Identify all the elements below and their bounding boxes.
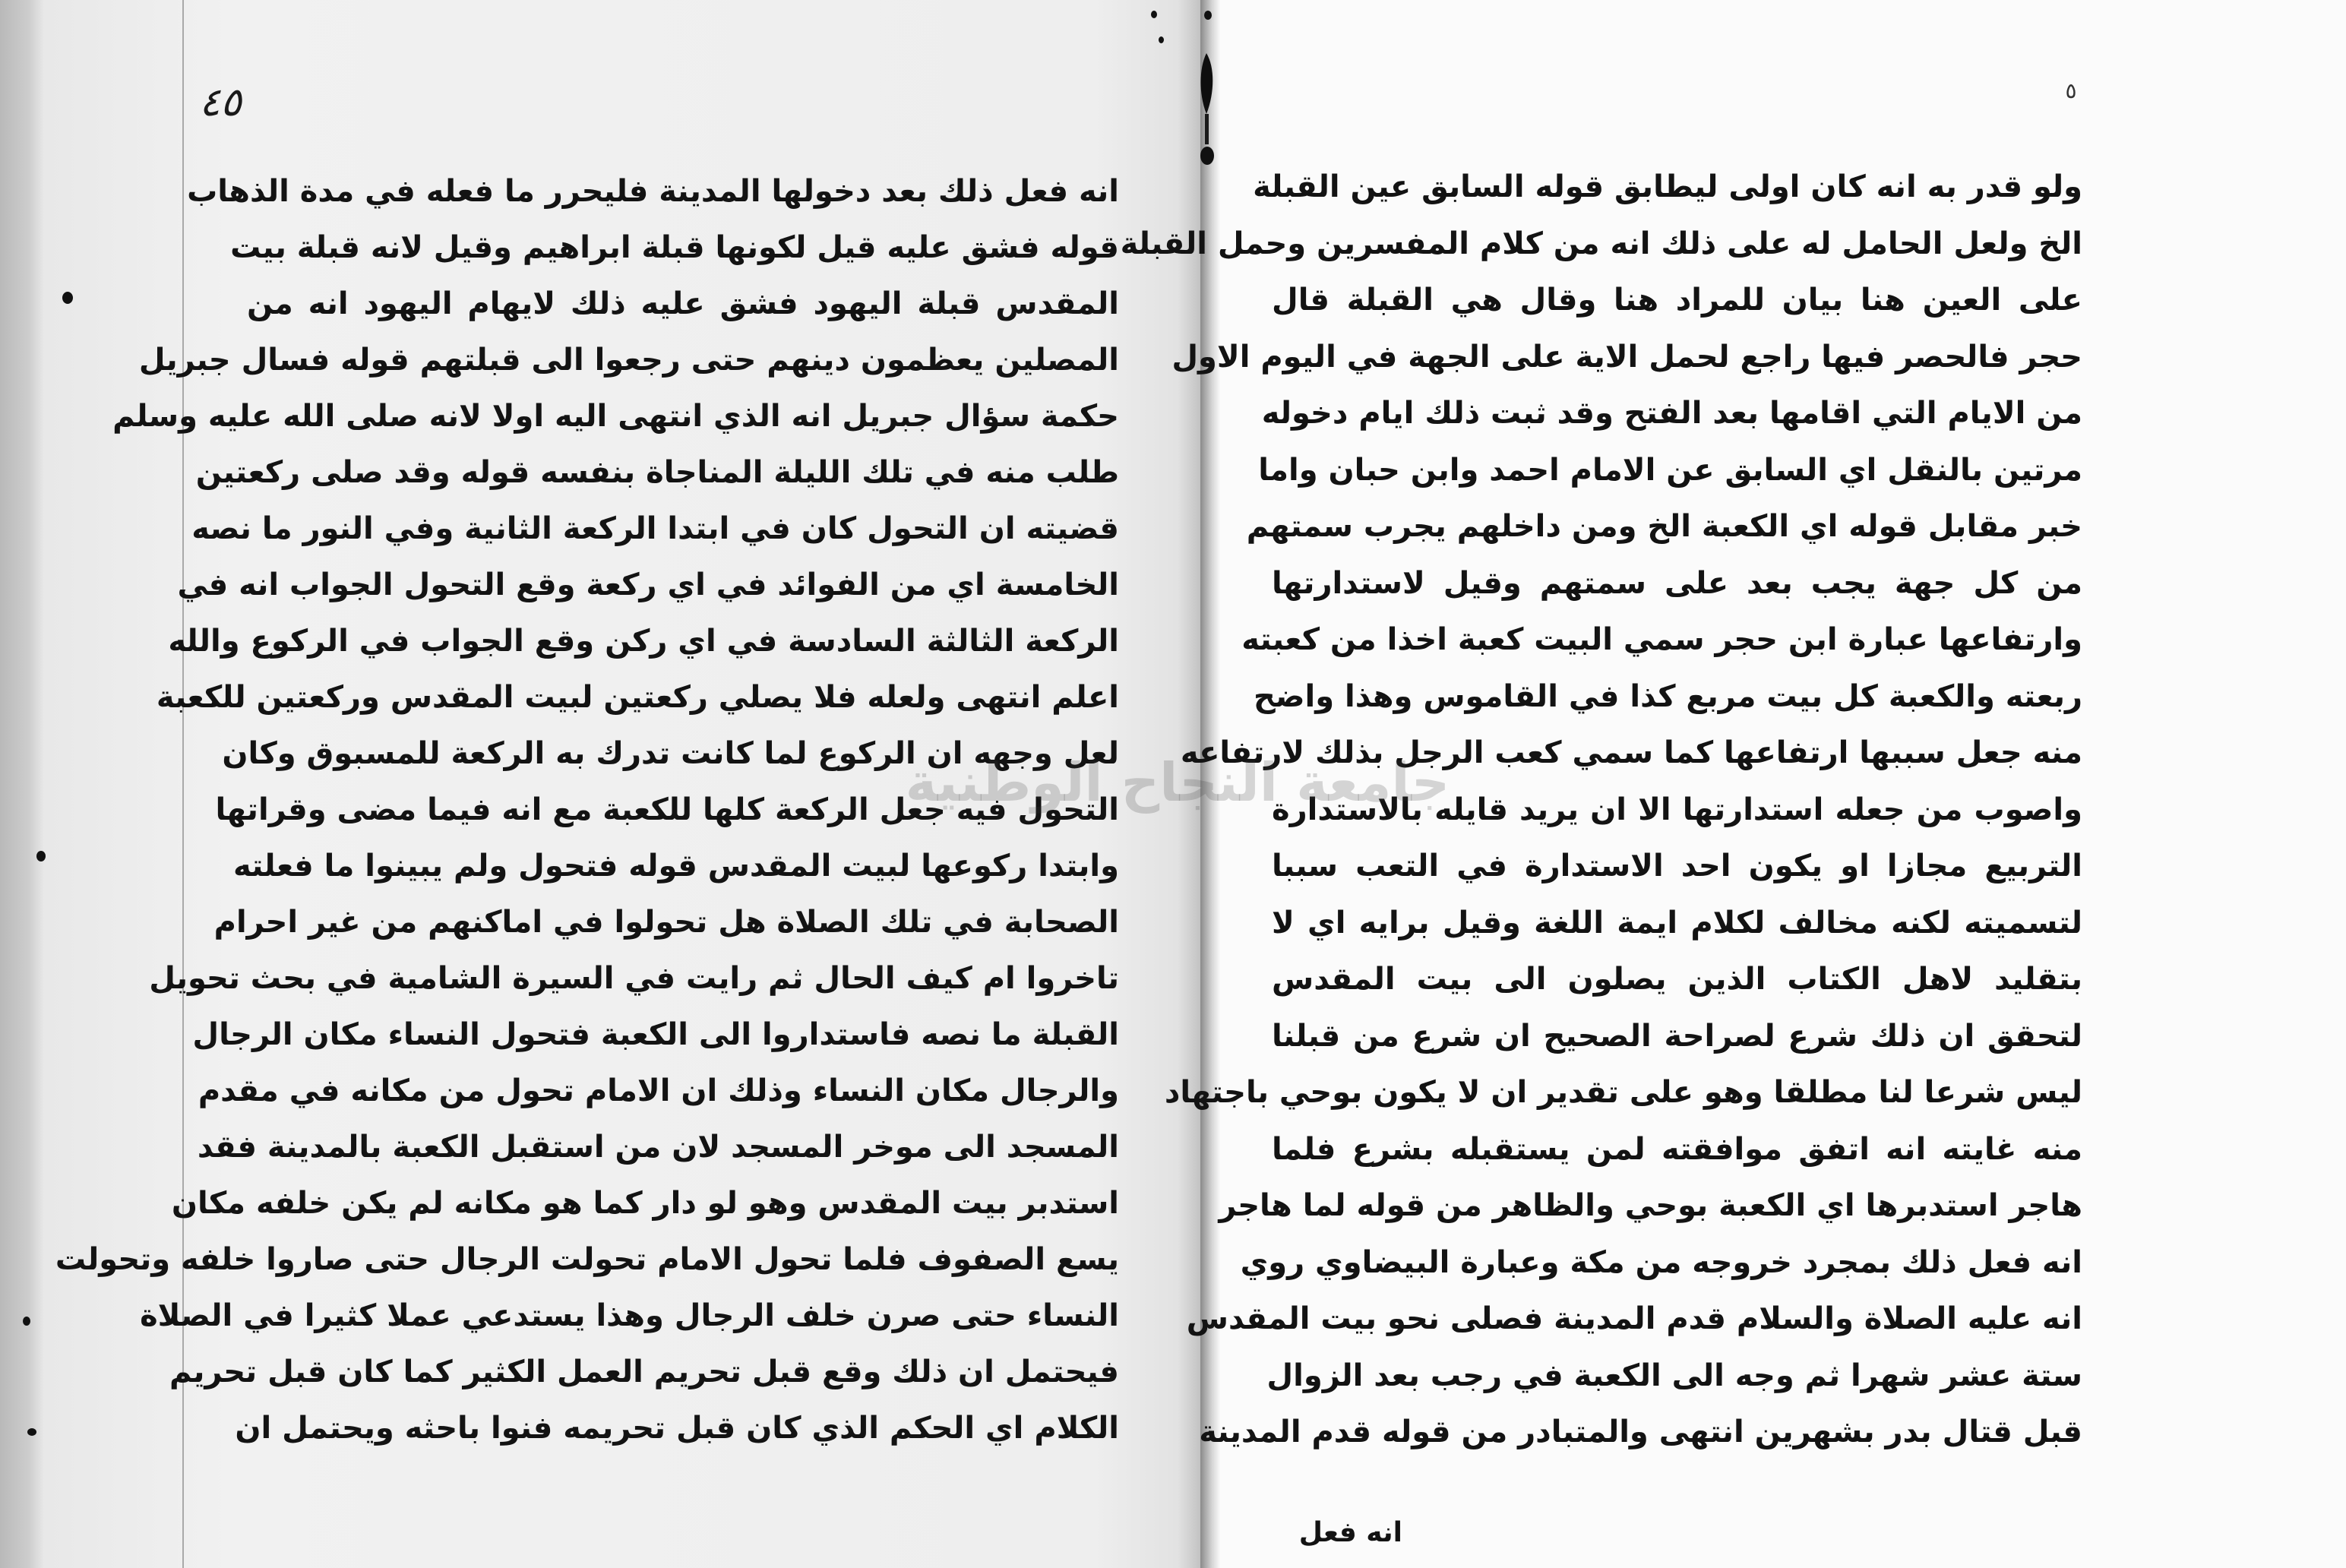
ink-speck — [23, 1317, 30, 1326]
manuscript-line: منه جعل سببها ارتفاعها كما سمي كعب الرجل بذلك لارتفاعه — [1180, 735, 2082, 770]
manuscript-line: على العين هنا بيان للمراد هنا وقال هي القبلة قال — [1272, 283, 2082, 318]
folio-number: ٤٥ — [199, 80, 242, 125]
manuscript-line: التربيع مجازا او يكون احد الاستدارة في التعب سببا — [1272, 849, 2082, 884]
ink-speck — [62, 292, 73, 304]
manuscript-line: استدبر بيت المقدس وهو لو دار كما هو مكانه لم يكن خلفه مكان — [171, 1186, 1119, 1221]
manuscript-line: قضيته ان التحول كان في ابتدا الركعة الثانية وفي النور ما نصه — [191, 511, 1119, 546]
ink-speck — [1159, 36, 1164, 43]
manuscript-line: القبلة ما نصه فاستداروا الى الكعبة فتحول النساء مكان الرجال — [192, 1017, 1119, 1052]
manuscript-line: المقدس قبلة اليهود فشق عليه ذلك لايهام اليهود انه من — [247, 286, 1119, 321]
library-watermark: جامعة النجاح الوطنية — [905, 751, 1450, 814]
manuscript-line: لتحقق ان ذلك شرع لصراحة الصحيح ان شرع من قبلنا — [1272, 1018, 2082, 1054]
manuscript-line: خبر مقابل قوله اي الكعبة الخ ومن داخلهم يجرب سمتهم — [1246, 509, 2082, 544]
manuscript-line: اعلم انتهى ولعله فلا يصلي ركعتين لبيت المقدس وركعتين للكعبة — [156, 680, 1119, 715]
manuscript-line: وابتدا ركوعها لبيت المقدس قوله فتحول ولم يبينوا ما فعلته — [232, 849, 1119, 884]
ink-speck — [36, 851, 46, 861]
manuscript-line: ربعته والكعبة كل بيت مربع كذا في القاموس وهذا واضح — [1254, 678, 2082, 714]
manuscript-line: حكمة سؤال جبريل انه الذي انتهى اليه اولا لانه صلى الله عليه وسلم — [112, 399, 1119, 434]
manuscript-line: الركعة الثالثة السادسة في اي ركن وقع الجواب في الركوع والله — [168, 624, 1119, 659]
ink-stroke — [1205, 114, 1209, 144]
manuscript-line: طلب منه في تلك الليلة المناجاة بنفسه قوله وقد صلى ركعتين — [195, 455, 1119, 490]
manuscript-line: ولو قدر به انه كان اولى ليطابق قوله السابق عين القبلة — [1253, 169, 2082, 204]
manuscript-line: فيحتمل ان ذلك وقع قبل تحريم العمل الكثير كما كان قبل تحريم — [169, 1355, 1119, 1389]
manuscript-line: ستة عشر شهرا ثم وجه الى الكعبة في رجب بعد الزوال — [1266, 1358, 2082, 1393]
manuscript-line: المسجد الى موخر المسجد لان من استقبل الكعبة بالمدينة فقد — [197, 1130, 1119, 1165]
manuscript-line: يسع الصفوف فلما تحول الامام تحولت الرجال حتى صاروا خلفه وتحولت — [55, 1242, 1119, 1277]
manuscript-line: قبل قتال بدر بشهرين انتهى والمتبادر من قوله قدم المدينة — [1199, 1415, 2082, 1449]
manuscript-line: انه عليه الصلاة والسلام قدم المدينة فصلى نحو بيت المقدس — [1186, 1301, 2082, 1336]
manuscript-line: النساء حتى صرن خلف الرجال وهذا يستدعي عملا كثيرا في الصلاة — [140, 1298, 1119, 1333]
manuscript-line: الخامسة اي من الفوائد في اي ركعة وقع التحول الجواب انه في — [177, 567, 1119, 602]
manuscript-line: الصحابة في تلك الصلاة هل تحولوا في اماكنهم من غير احرام — [213, 905, 1119, 940]
ink-dot — [1204, 11, 1212, 20]
manuscript-line: التحول فيه جعل الركعة كلها للكعبة مع انه فيما مضى وقراتها — [215, 792, 1119, 827]
ink-speck — [1151, 11, 1157, 18]
manuscript-line: ليس شرعا لنا مطلقا وهو على تقدير ان لا يكون بوحي باجتهاد — [1164, 1075, 2082, 1110]
manuscript-line: واصوب من جعله استدارتها الا ان يريد قايله بالاستدارة — [1272, 792, 2082, 827]
manuscript-line: المصلين يعظمون دينهم حتى رجعوا الى قبلتهم قوله فسال جبريل — [138, 343, 1119, 378]
manuscript-line: والرجال مكان النساء وذلك ان الامام تحول من مكانه في مقدم — [198, 1073, 1119, 1108]
manuscript-line: من كل جهة يجب بعد على سمتهم وقيل لاستدارتها — [1272, 565, 2082, 601]
manuscript-line: قوله فشق عليه قيل لكونها قبلة ابراهيم وقيل لانه قبلة بيت — [230, 230, 1119, 265]
manuscript-line: من الايام التي اقامها بعد الفتح وقد ثبت ذلك ايام دخوله — [1261, 396, 2082, 431]
page-mark: ٥ — [2065, 78, 2077, 103]
manuscript-line: لتسميته لكنه مخالف لكلام ايمة اللغة وقيل برايه اي لا — [1272, 905, 2082, 940]
manuscript-line: هاجر استدبرها اي الكعبة بوحي والظاهر من قوله لما هاجر — [1219, 1188, 2082, 1223]
manuscript-line: الخ ولعل الحامل له على ذلك انه من كلام المفسرين وحمل القبلة — [1120, 226, 2082, 261]
manuscript-line: تاخروا ام كيف الحال ثم رايت في السيرة الشامية في بحث تحويل — [149, 961, 1119, 996]
catchword: انه فعل — [1298, 1517, 1402, 1548]
ink-drop — [1201, 53, 1213, 114]
manuscript-line: الكلام اي الحكم الذي كان قبل تحريمه فنوا باحثه ويحتمل ان — [235, 1411, 1119, 1446]
manuscript-line: وارتفاعها عبارة ابن حجر سمي البيت كعبة اخذا من كعبته — [1241, 622, 2082, 657]
manuscript-line: انه فعل ذلك بعد دخولها المدينة فليحرر ما فعله في مدة الذهاب — [187, 174, 1119, 209]
ink-dot — [1200, 147, 1214, 165]
manuscript-line: حجر فالحصر فيها راجع لحمل الاية على الجهة في اليوم الاول — [1171, 339, 2082, 375]
manuscript-line: مرتين بالنقل اي السابق عن الامام احمد وابن حبان واما — [1258, 452, 2082, 488]
ink-speck — [27, 1428, 36, 1436]
manuscript-line: لعل وجهه ان الركوع لما كانت تدرك به الركعة للمسبوق وكان — [222, 736, 1119, 771]
manuscript-line: بتقليد لاهل الكتاب الذين يصلون الى بيت المقدس — [1272, 962, 2082, 997]
manuscript-line: منه غايته انه اتفق موافقته لمن يستقبله بشرع فلما — [1272, 1131, 2082, 1167]
manuscript-line: انه فعل ذلك بمجرد خروجه من مكة وعبارة البيضاوي روي — [1240, 1244, 2082, 1280]
